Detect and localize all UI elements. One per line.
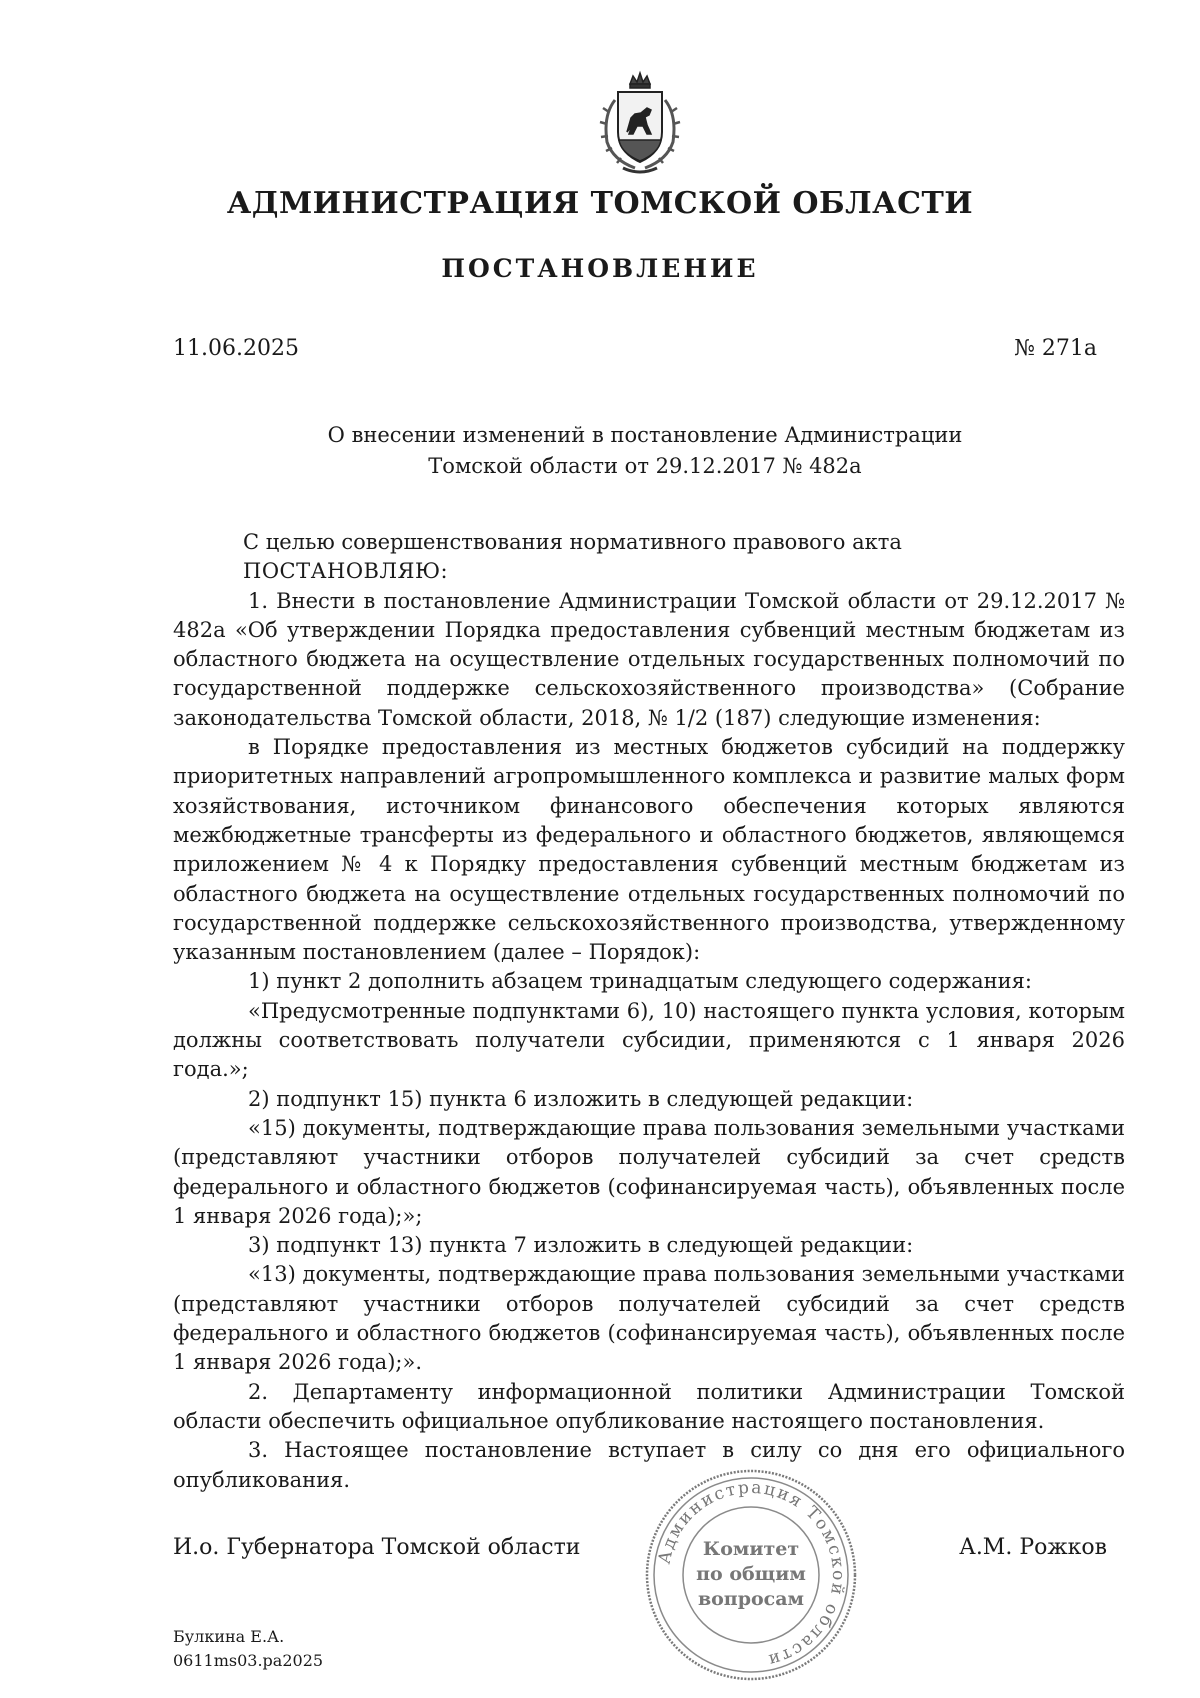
document-date: 11.06.2025 — [173, 336, 299, 361]
body-paragraph: С целью совершенствования нормативного правового акта — [243, 530, 902, 554]
executor-block — [173, 1625, 323, 1673]
subject-line-2: Томской области от 29.12.2017 № 482а — [428, 454, 862, 478]
stamp-center-line: вопросам — [697, 1588, 805, 1610]
body-paragraph: 2. Департаменту информационной политики Администрации Томской области обеспечить официальное опубликование настоящего постановления. — [173, 1379, 1125, 1433]
signatory-position: И.о. Губернатора Томской области — [173, 1535, 581, 1560]
subject-line-1: О внесении изменений в постановление Администрации — [327, 423, 963, 447]
body-paragraph: 3) подпункт 13) пункта 7 изложить в следующей редакции: — [248, 1233, 914, 1258]
resolve-word: ПОСТАНОВЛЯЮ: — [243, 559, 449, 584]
body-paragraph: 1. Внести в постановление Администрации Томской области от 29.12.2017 № 482а «Об утверждении Порядка предоставления субвенций местным бюджетам из областного бюджета на осуществление отдельных государственных полномочий по государственной поддержке сельскохозяйственного производства» (Собрание законодательства Томской области, 2018, № 1/2 (187) следующие изменения: — [173, 588, 1125, 730]
stamp-center-line: по общим — [696, 1563, 806, 1585]
body-paragraph: в Порядке предоставления из местных бюджетов субсидий на поддержку приоритетных направлений агропромышленного комплекса и развитие малых форм хозяйствования, источником финансового обеспечения которых являются межбюджетные трансферты из федерального и областного бюджетов, являющемся приложением № 4 к Порядку предоставления субвенций местным бюджетам из областного бюджета на осуществление отдельных государственных полномочий по государственной поддержке сельскохозяйственного производства, утвержденному указанным постановлением (далее – Порядок): — [173, 735, 1125, 965]
document-body — [173, 528, 1125, 1495]
organization-title: АДМИНИСТРАЦИЯ ТОМСКОЙ ОБЛАСТИ — [226, 186, 974, 221]
body-paragraph: 2) подпункт 15) пункта 6 изложить в следующей редакции: — [248, 1086, 914, 1111]
executor-name: Булкина Е.А. — [173, 1627, 285, 1646]
signatory-name: А.М. Рожков — [959, 1535, 1107, 1560]
document-code: 0611ms03.pa2025 — [173, 1651, 324, 1670]
coat-of-arms-emblem — [585, 70, 695, 180]
body-paragraph: «15) документы, подтверждающие права пользования земельными участками (представляют участники отборов получателей субсидий за счет средств федерального и областного бюджетов (софинансируемая часть), объявленных после 1 января 2026 года);»; — [173, 1115, 1125, 1228]
document-subject — [0, 420, 1200, 482]
body-paragraph: 1) пункт 2 дополнить абзацем тринадцатым следующего содержания: — [248, 969, 1032, 994]
body-paragraph: «13) документы, подтверждающие права пользования земельными участками (представляют участники отборов получателей субсидий за счет средств федерального и областного бюджетов (софинансируемая часть), объявленных после 1 января 2026 года);». — [173, 1262, 1125, 1375]
stamp-center-line: Комитет — [702, 1538, 800, 1560]
stamp-ring-text: Администрация Томской области — [654, 1477, 849, 1671]
body-paragraph: «Предусмотренные подпунктами 6), 10) настоящего пункта условия, которым должны соответствовать получатели субсидии, применяются с 1 января 2026 года.»; — [173, 998, 1125, 1082]
document-number: № 271а — [1014, 336, 1097, 361]
body-paragraph: 3. Настоящее постановление вступает в силу со дня его официального опубликования. — [173, 1438, 1125, 1492]
document-type: ПОСТАНОВЛЕНИЕ — [441, 254, 759, 283]
official-stamp — [642, 1466, 860, 1684]
